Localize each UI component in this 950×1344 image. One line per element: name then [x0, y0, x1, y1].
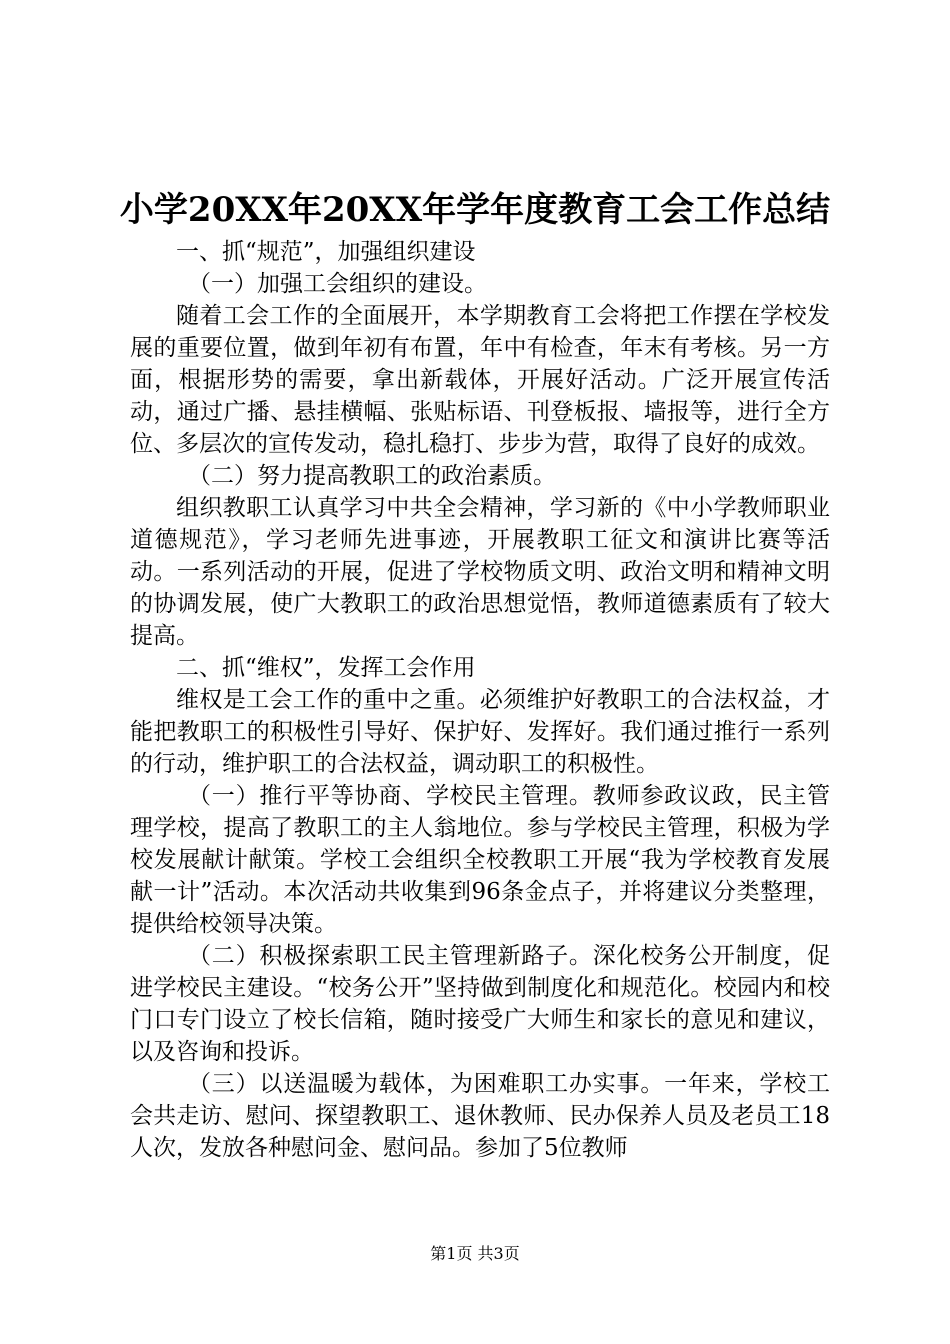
section-heading-2: 二、抓“维权”，发挥工会作用 — [176, 655, 476, 681]
subsection-heading-1-2: （二）努力提高教职工的政治素质。 — [188, 463, 556, 489]
subsection-paragraph-2-2: （二）积极探索职工民主管理新路子。深化校务公开制度，促进学校民主建设。“校务公开”坚持做到制度化和规范化。校园内和校门口专门设立了校长信箱，随时接受广大师生和家长的意见和建议，以及咨询和投诉。 — [130, 943, 830, 1065]
subsection-paragraph-2-3: （三）以送温暖为载体，为困难职工办实事。一年来，学校工会共走访、慰问、探望教职工、退休教师、民办保养人员及老员工18人次，发放各种慰问金、慰问品。参加了5位教师 — [130, 1071, 830, 1161]
document-body — [130, 236, 830, 1164]
document-title: 小学20XX年20XX年学年度教育工会工作总结 — [119, 190, 831, 230]
subsection-paragraph-2-1: （一）推行平等协商、学校民主管理。教师参政议政，民主管理学校，提高了教职工的主人翁地位。参与学校民主管理，积极为学校发展献计献策。学校工会组织全校教职工开展“我为学校教育发展献一计”活动。本次活动共收集到96条金点子，并将建议分类整理，提供给校领导决策。 — [130, 783, 830, 937]
section-heading-1: 一、抓“规范”，加强组织建设 — [176, 239, 476, 265]
body-paragraph: 维权是工会工作的重中之重。必须维护好教职工的合法权益，才能把教职工的积极性引导好、保护好、发挥好。我们通过推行一系列的行动，维护职工的合法权益，调动职工的积极性。 — [130, 687, 830, 777]
body-paragraph: 随着工会工作的全面展开，本学期教育工会将把工作摆在学校发展的重要位置，做到年初有布置，年中有检查，年末有考核。另一方面，根据形势的需要，拿出新载体，开展好活动。广泛开展宣传活动，通过广播、悬挂横幅、张贴标语、刊登板报、墙报等，进行全方位、多层次的宣传发动，稳扎稳打、步步为营，取得了良好的成效。 — [130, 303, 830, 457]
page-footer: 第1页 共3页 — [430, 1244, 520, 1263]
body-paragraph: 组织教职工认真学习中共全会精神，学习新的《中小学教师职业道德规范》，学习老师先进事迹，开展教职工征文和演讲比赛等活动。一系列活动的开展，促进了学校物质文明、政治文明和精神文明的协调发展，使广大教职工的政治思想觉悟，教师道德素质有了较大提高。 — [130, 495, 830, 649]
subsection-heading-1-1: （一）加强工会组织的建设。 — [188, 271, 487, 297]
